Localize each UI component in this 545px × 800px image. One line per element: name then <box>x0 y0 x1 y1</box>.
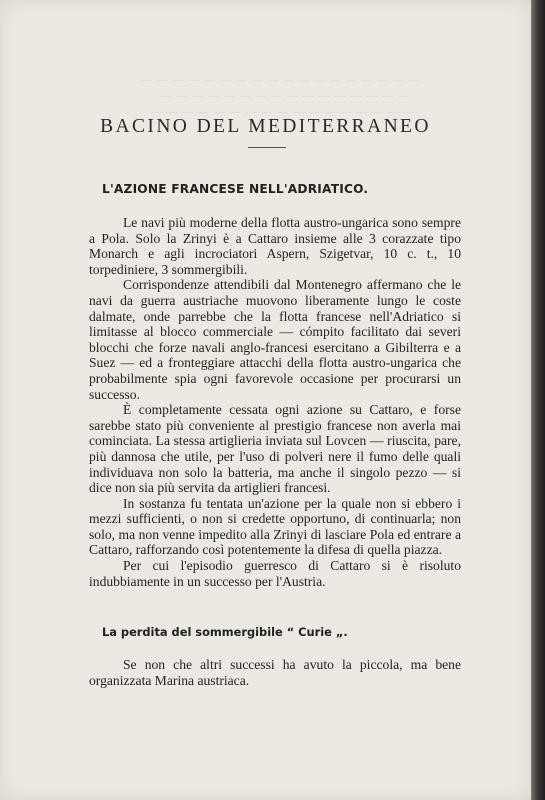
paragraph: In sostanza fu tentata un'azione per la quale non si ebbero i mezzi sufficienti, o non si credette opportuno, di continuarla; non solo, ma non venne impedito alla Zrinyi di lasciare Pola ed entrare a Cattaro, rafforzando così potentemente la difesa di quella piazza. <box>89 495 461 558</box>
paragraph: È completamente cessata ogni azione su Cattaro, e forse sarebbe stato più conveniente al prestigio francese non averla mai cominciata. La stessa artiglieria inviata sul Lovcen — riuscita, pare, più dannosa che utile, per l'uso di polveri nere il fumo delle quali individuava non solo la batteria, ma anche il singolo pezzo — si dice non sia più servita da artiglieri francesi. <box>89 402 461 496</box>
page-edge <box>531 0 545 800</box>
title-rule <box>248 147 286 148</box>
subsection-heading: La perdita del sommergibile “ Curie „. <box>102 625 348 639</box>
bleed-through-text: — — — — — — — — — — — — — — — — — — <box>140 73 421 87</box>
paragraph: Le navi più moderne della flotta austro-ungarica sono sempre a Pola. Solo la Zrinyi è a Cattaro insieme alle 3 corazzate tipo Monarch e agli incrociatori Aspern, Szigetvar, 10 c. t., 10 torpediniere, 3 sommergibili. <box>89 215 461 277</box>
bleed-through-text: — — — — — — — — — — — — — — — — — <box>150 105 416 119</box>
paragraph: Se non che altri successi ha avuto la piccola, ma bene organizzata Marina austriaca. <box>89 657 461 688</box>
chapter-title: BACINO DEL MEDITERRANEO <box>100 116 431 137</box>
paragraph: Corrispondenze attendibili dal Montenegro affermano che le navi da guerra austriache muovono liberamente lungo le coste dalmate, onde parrebbe che la flotta francese nell'Adriatico si limitasse al blocco commerciale — cómpito facilitato dai severi blocchi che forze navali anglo-francesi esercitano a Gibilterra e a Suez — ed a fronteggiare attacchi della flotta austro-ungarica che probabilmente spia ogni favorevole occasione per procurarsi un successo. <box>89 277 461 402</box>
section-body <box>89 215 461 589</box>
paragraph: Per cui l'episodio guerresco di Cattaro si è risoluto indubbiamente in un successo per l'Austria. <box>89 558 461 589</box>
bleed-through-text: — — — — — — — — — — — — — — — — <box>160 89 410 103</box>
subsection-body <box>89 657 461 688</box>
section-heading: L'AZIONE FRANCESE NELL'ADRIATICO. <box>102 182 369 196</box>
